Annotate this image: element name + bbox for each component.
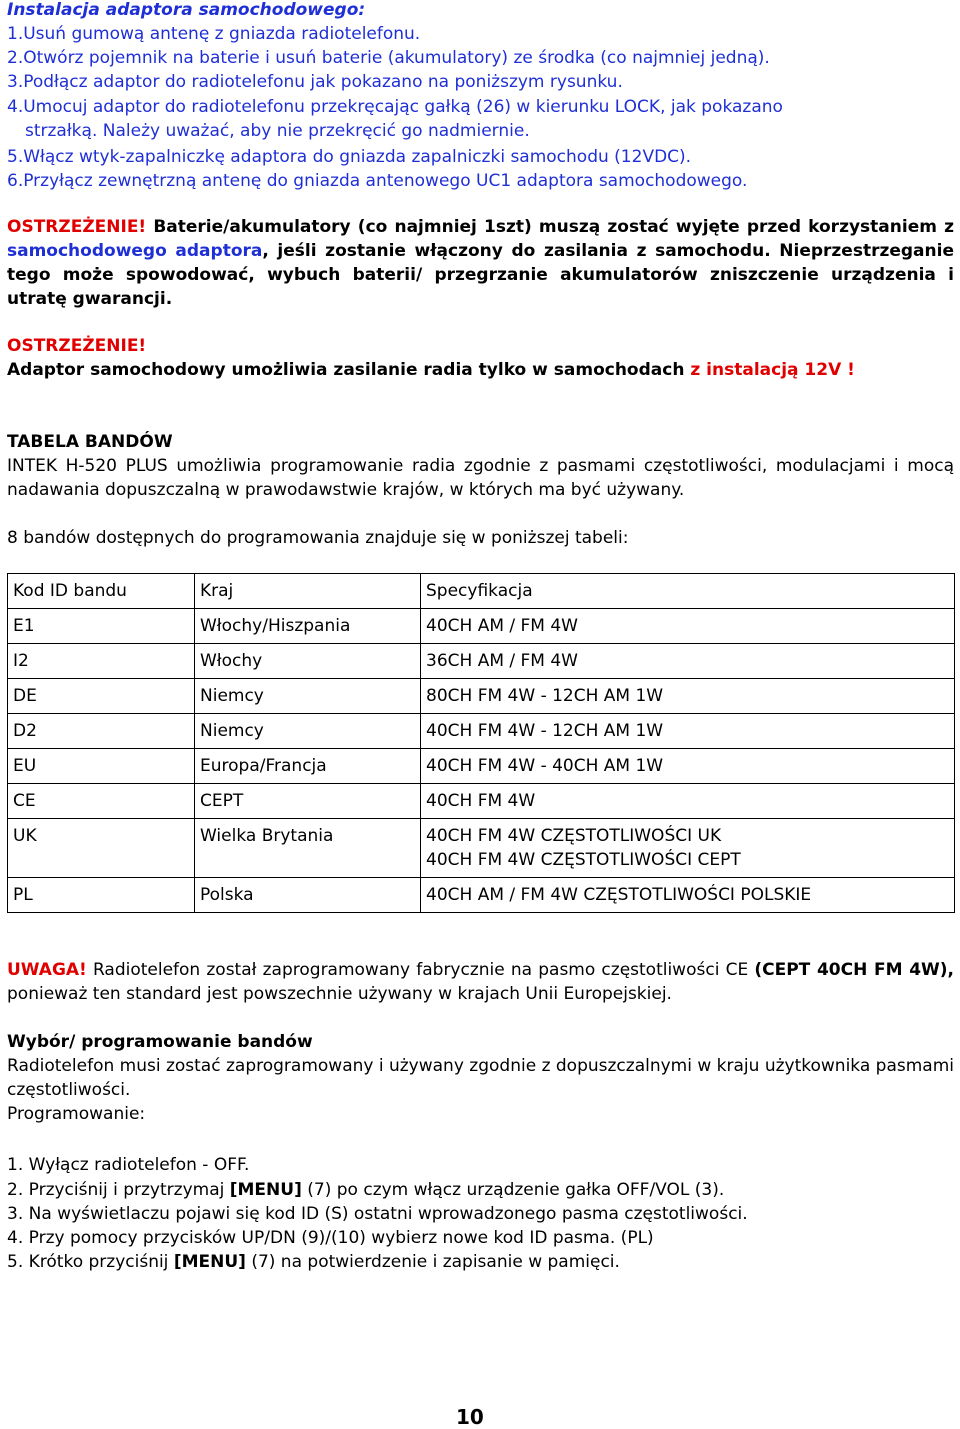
install-step: 3.Podłącz adaptor do radiotelefonu jak pokazano na poniższym rysunku.: [7, 72, 623, 92]
table-cell: Włochy/Hiszpania: [195, 609, 421, 644]
table-cell: PL: [8, 878, 195, 913]
programming-label: Programowanie:: [7, 1104, 146, 1124]
table-cell: Niemcy: [195, 714, 421, 749]
table-row: [8, 819, 955, 878]
table-cell: CE: [8, 784, 195, 819]
programming-step: 1. Wyłącz radiotelefon - OFF.: [7, 1155, 250, 1175]
programming-step: 5. Krótko przyciśnij [MENU] (7) na potwierdzenie i zapisanie w pamięci.: [7, 1252, 620, 1272]
warning-label-2: OSTRZEŻENIE!: [7, 336, 147, 356]
install-step: 5.Włącz wtyk-zapalniczkę adaptora do gniazda zapalniczki samochodu (12VDC).: [7, 147, 692, 167]
table-header-row: [8, 574, 955, 609]
table-cell: 40CH AM / FM 4W: [421, 609, 955, 644]
table-cell: 40CH FM 4W CZĘSTOTLIWOŚCI UK 40CH FM 4W CZĘSTOTLIWOŚCI CEPT: [421, 819, 955, 878]
table-cell: E1: [8, 609, 195, 644]
table-row: [8, 609, 955, 644]
install-step: 4.Umocuj adaptor do radiotelefonu przekręcając gałką (26) w kierunku LOCK, jak pokazano: [7, 97, 783, 117]
bands-heading: TABELA BANDÓW: [7, 432, 173, 452]
programming-intro: Radiotelefon musi zostać zaprogramowany i używany zgodnie z dopuszczalnymi w kraju użytkownika pasmami częstotliwości.: [7, 1056, 954, 1100]
table-cell: D2: [8, 714, 195, 749]
table-cell: 36CH AM / FM 4W: [421, 644, 955, 679]
warning-label: OSTRZEŻENIE!: [7, 217, 147, 237]
table-cell: CEPT: [195, 784, 421, 819]
bands-lead: 8 bandów dostępnych do programowania znajduje się w poniższej tabeli:: [7, 528, 629, 548]
table-cell: 40CH AM / FM 4W CZĘSTOTLIWOŚCI POLSKIE: [421, 878, 955, 913]
programming-step: 2. Przyciśnij i przytrzymaj [MENU] (7) po czym włącz urządzenie gałka OFF/VOL (3).: [7, 1180, 725, 1200]
table-cell: Włochy: [195, 644, 421, 679]
programming-step: 4. Przy pomocy przycisków UP/DN (9)/(10) wybierz nowe kod ID pasma. (PL): [7, 1228, 654, 1248]
install-step: 1.Usuń gumową antenę z gniazda radiotelefonu.: [7, 24, 421, 44]
table-cell: Wielka Brytania: [195, 819, 421, 878]
install-title: Instalacja adaptora samochodowego:: [7, 0, 366, 20]
table-cell: Polska: [195, 878, 421, 913]
programming-heading: Wybór/ programowanie bandów: [7, 1032, 313, 1052]
note-label: UWAGA!: [7, 960, 87, 980]
table-cell: 40CH FM 4W - 12CH AM 1W: [421, 714, 955, 749]
programming-step: 3. Na wyświetlaczu pojawi się kod ID (S) ostatni wprowadzonego pasma częstotliwości.: [7, 1204, 748, 1224]
page-number: 10: [456, 1405, 484, 1429]
table-cell: EU: [8, 749, 195, 784]
bands-table: [7, 573, 955, 913]
table-row: [8, 679, 955, 714]
table-header-cell: Kod ID bandu: [8, 574, 195, 609]
warning-paragraph-1: OSTRZEŻENIE! Baterie/akumulatory (co najmniej 1szt) muszą zostać wyjęte przed korzystaniem z samochodowego adaptora, jeśli zostanie włączony do zasilania z samochodu. Nieprzestrzeganie tego może spowodować, wybuch baterii/ przegrzanie akumulatorów zniszczenie urządzenia i utratę gwarancji.: [7, 217, 954, 309]
install-step: 6.Przyłącz zewnętrzną antenę do gniazda antenowego UC1 adaptora samochodowego.: [7, 171, 748, 191]
table-cell: 80CH FM 4W - 12CH AM 1W: [421, 679, 955, 714]
bands-intro: INTEK H-520 PLUS umożliwia programowanie radia zgodnie z pasmami częstotliwości, modulacjami i mocą nadawania dopuszczalną w prawodawstwie krajów, w których ma być używany.: [7, 456, 954, 500]
table-cell: Niemcy: [195, 679, 421, 714]
table-cell: 40CH FM 4W: [421, 784, 955, 819]
note-paragraph: UWAGA! Radiotelefon został zaprogramowany fabrycznie na pasmo częstotliwości CE (CEPT 40CH FM 4W), ponieważ ten standard jest powszechnie używany w krajach Unii Europejskiej.: [7, 960, 954, 1004]
install-step: 2.Otwórz pojemnik na baterie i usuń baterie (akumulatory) ze środka (co najmniej jedną).: [7, 48, 770, 68]
table-row: [8, 749, 955, 784]
table-row: [8, 878, 955, 913]
table-header-cell: Kraj: [195, 574, 421, 609]
install-step-continuation: strzałką. Należy uważać, aby nie przekręcić go nadmiernie.: [25, 121, 530, 141]
table-cell: Europa/Francja: [195, 749, 421, 784]
table-cell: 40CH FM 4W - 40CH AM 1W: [421, 749, 955, 784]
table-row: [8, 714, 955, 749]
table-cell: DE: [8, 679, 195, 714]
table-cell: I2: [8, 644, 195, 679]
table-header-cell: Specyfikacja: [421, 574, 955, 609]
table-row: [8, 784, 955, 819]
table-row: [8, 644, 955, 679]
warning-paragraph-2: Adaptor samochodowy umożliwia zasilanie radia tylko w samochodach z instalacją 12V !: [7, 360, 855, 380]
table-cell: UK: [8, 819, 195, 878]
